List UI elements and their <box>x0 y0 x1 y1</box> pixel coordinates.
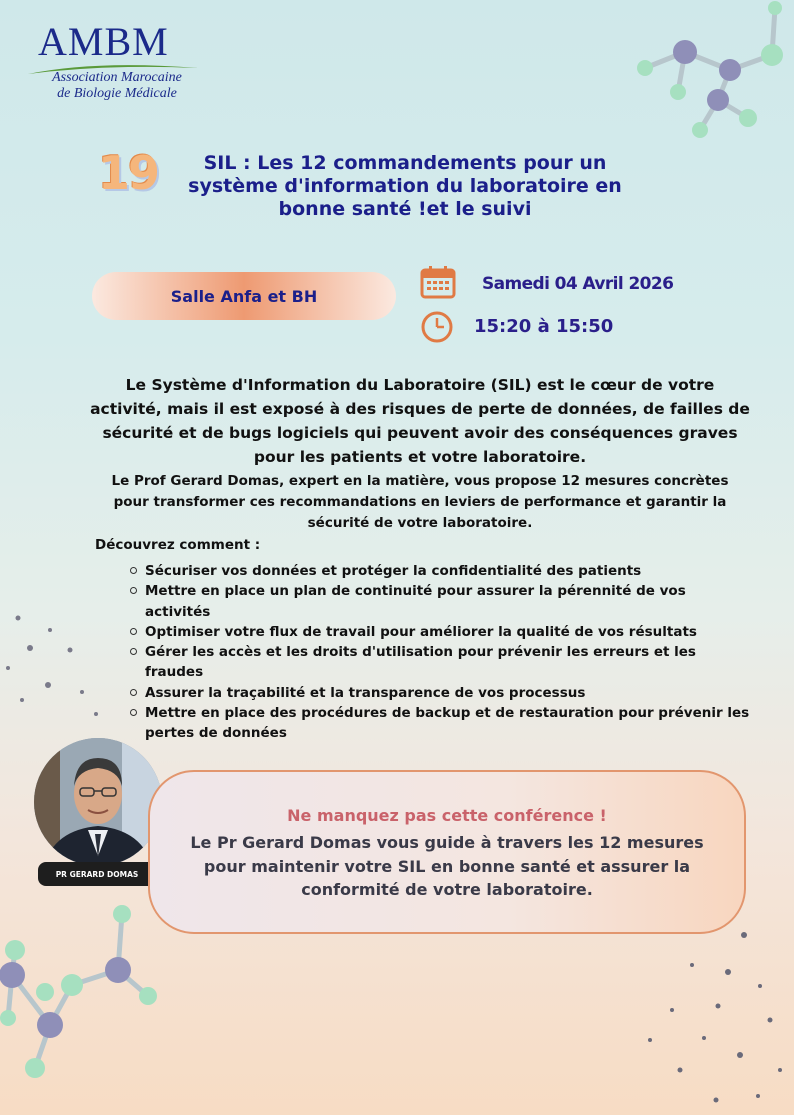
logo-acronym: AMBM <box>38 19 169 64</box>
callout-body: Le Pr Gerard Domas vous guide à travers les 12 mesures pour maintenir votre SIL en bonne santé et assurer la conformité de votre laboratoire. <box>190 833 704 899</box>
list-item: Sécuriser vos données et protéger la confidentialité des patients <box>130 561 750 581</box>
dots-decoration-right <box>640 920 794 1110</box>
event-time: 15:20 à 15:50 <box>474 316 614 337</box>
calendar-icon <box>420 265 456 299</box>
list-item: Assurer la traçabilité et la transparence de vos processus <box>130 683 750 703</box>
discover-label: Découvrez comment : <box>95 537 261 553</box>
speaker-portrait <box>34 738 162 866</box>
logo-subtitle-line1: Association Marocaine <box>52 70 182 85</box>
session-number: 19 <box>98 146 159 200</box>
list-item: Mettre en place des procédures de backup et de restauration pour prévenir les pertes de données <box>130 703 750 744</box>
callout-heading: Ne manquez pas cette conférence ! <box>287 806 607 825</box>
list-item: Optimiser votre flux de travail pour améliorer la qualité de vos résultats <box>130 622 750 642</box>
session-title: SIL : Les 12 commandements pour un système d'information du laboratoire en bonne santé !et le suivi <box>188 152 622 220</box>
dots-decoration-left <box>0 600 110 720</box>
event-date: Samedi 04 Avril 2026 <box>482 274 674 294</box>
logo-subtitle-line2: de Biologie Médicale <box>57 86 177 101</box>
list-item: Gérer les accès et les droits d'utilisation pour prévenir les erreurs et les fraudes <box>130 642 750 683</box>
clock-icon <box>420 310 454 344</box>
logo-subtitle <box>42 70 192 102</box>
molecule-decoration-bottom <box>0 900 180 1100</box>
speaker-photo <box>34 738 162 866</box>
molecule-decoration-top <box>630 0 794 160</box>
intro-paragraph: Le Système d'Information du Laboratoire (SIL) est le cœur de votre activité, mais il est exposé à des risques de perte de données, de failles de sécurité et de bugs logiciels qui peuvent avoir des conséquences graves pour les patients et votre laboratoire. <box>90 376 750 466</box>
location-pill <box>92 272 396 320</box>
list-item: Mettre en place un plan de continuité pour assurer la pérennité de vos activités <box>130 581 750 622</box>
measures-list <box>130 561 750 744</box>
location-label: Salle Anfa et BH <box>170 286 318 306</box>
ambm-logo <box>26 18 206 108</box>
speaker-name-badge: PR GERARD DOMAS <box>38 862 156 886</box>
speaker-intro-paragraph: Le Prof Gerard Domas, expert en la matière, vous propose 12 mesures concrètes pour transformer ces recommandations en leviers de performance et garantir la sécurité de votre laboratoire. <box>111 473 729 531</box>
